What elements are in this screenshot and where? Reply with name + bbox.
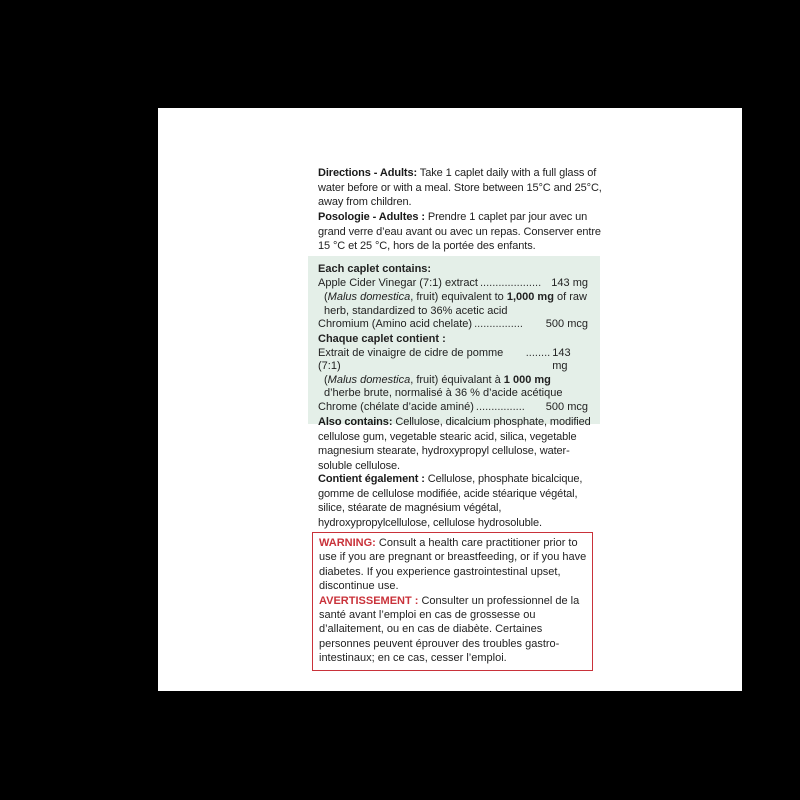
warning-en <box>319 536 587 594</box>
ingredient-name: Extrait de vinaigre de cidre de pomme (7:1) <box>318 346 504 373</box>
ingredient-detail <box>318 374 600 401</box>
detail-text: of raw herb, standardized to 36% acetic acid <box>324 291 587 317</box>
ingredient-name: Apple Cider Vinegar (7:1) extract <box>318 276 478 289</box>
ingredient-row <box>318 347 600 374</box>
ingredients-heading-fr: Chaque caplet contient : <box>318 332 446 345</box>
also-contains-fr <box>318 472 603 530</box>
ingredient-amount: 143 mg <box>551 276 588 289</box>
ingredient-name: Chromium (Amino acid chelate) <box>318 318 473 331</box>
latin-name: Malus domestica <box>327 373 411 386</box>
directions-fr <box>318 210 608 254</box>
latin-name: Malus domestica <box>327 291 411 304</box>
directions-label: Directions - Adults: <box>318 167 418 179</box>
directions-en <box>318 166 608 210</box>
detail-text: ( <box>324 373 328 386</box>
leader-dots: ................ <box>475 400 525 413</box>
ingredient-row <box>318 401 600 416</box>
directions-text: Take 1 caplet daily with a full glass of water before or with a meal. Store between 15°C and 25°C, away from children. <box>318 167 602 209</box>
detail-text: , fruit) equivalent to <box>410 291 507 304</box>
warning-label: WARNING: <box>319 537 376 549</box>
avertissement-text: Consulter un professionnel de la santé avant l’emploi en cas de grossesse ou d’allaitement, ou en cas de diabète. Certaines personnes peuvent éprouver des troubles gastro-intestinaux; en ce cas, cesser l’emploi. <box>319 594 580 665</box>
equivalent-amount: 1,000 mg <box>506 291 554 304</box>
avertissement-label: AVERTISSEMENT : <box>319 594 419 607</box>
ingredient-amount: 143 mg <box>552 346 571 373</box>
ingredient-row <box>318 277 600 292</box>
also-contains-text: Cellulose, dicalcium phosphate, modified cellulose gum, vegetable stearic acid, silica, vegetable magnesium stearate, hydroxypropyl cellulose, water-soluble cellulose. <box>318 416 591 472</box>
contient-text: Cellulose, phosphate bicalcique, gomme de cellulose modifiée, acide stéarique végétal, silice, stéarate de magnésium végétal, hydroxypropylcellulose, cellulose hydrosoluble. <box>318 473 583 529</box>
posologie-text: Prendre 1 caplet par jour avec un grand verre d’eau avant ou avec un repas. Conserver entre 15 °C et 25 °C, hors de la portée des enfants. <box>318 211 601 253</box>
ingredient-detail <box>318 291 600 318</box>
leader-dots: ........ <box>525 346 551 359</box>
leader-dots: ................ <box>474 318 523 331</box>
detail-text: , fruit) équivalant à <box>410 373 504 386</box>
also-contains-label: Also contains: <box>318 416 393 428</box>
ingredient-name: Chrome (chélate d’acide aminé) <box>318 400 474 413</box>
contient-label: Contient également : <box>318 473 425 485</box>
ingredient-amount: 500 mcg <box>545 318 588 331</box>
warning-fr <box>319 594 587 666</box>
warning-box <box>312 532 593 671</box>
ingredients-heading-en: Each caplet contains: <box>318 263 432 275</box>
detail-text: ( <box>324 291 328 304</box>
ingredient-amount: 500 mcg <box>545 400 588 413</box>
also-contains-en <box>318 415 603 473</box>
posologie-label: Posologie - Adultes : <box>318 211 425 223</box>
detail-text: d’herbe brute, normalisé à 36 % d’acide acétique <box>324 387 563 400</box>
equivalent-amount: 1 000 mg <box>503 373 551 386</box>
ingredients-panel <box>308 256 600 424</box>
leader-dots: .................... <box>480 276 542 289</box>
ingredient-row <box>318 318 600 333</box>
image-stage <box>50 0 750 800</box>
warning-text: Consult a health care practitioner prior to use if you are pregnant or breastfeeding, or if you have diabetes. If you experience gastrointestinal upset, discontinue use. <box>319 537 587 593</box>
product-label-panel <box>158 108 742 691</box>
